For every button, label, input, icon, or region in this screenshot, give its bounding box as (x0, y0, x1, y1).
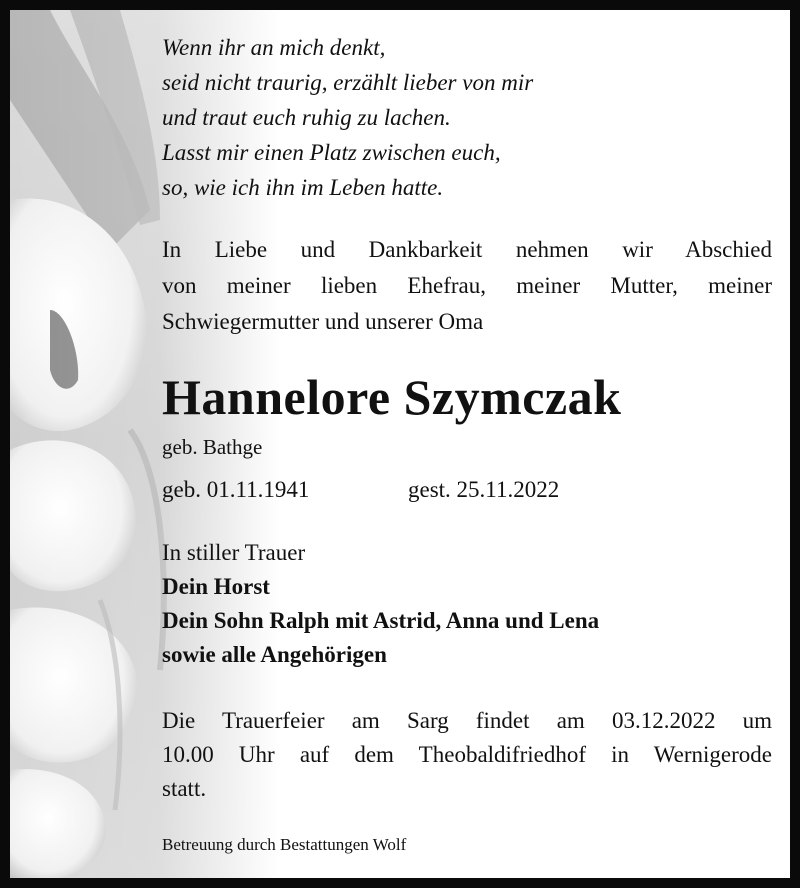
memorial-poem (162, 30, 533, 205)
funeral-line: 10.00 Uhr auf dem Theobaldifriedhof in Wernigerode (162, 742, 772, 767)
funeral-line: statt. (162, 776, 207, 801)
mourners-block (162, 536, 599, 672)
mourner-line: sowie alle Angehörigen (162, 642, 387, 667)
intro-line: von meiner lieben Ehefrau, meiner Mutter, meiner (162, 273, 772, 298)
farewell-intro (162, 232, 772, 340)
funeral-notice (162, 704, 772, 806)
life-dates (162, 472, 560, 508)
poem-line: seid nicht traurig, erzählt lieber von mir (162, 70, 534, 95)
poem-line: Wenn ihr an mich denkt, (162, 35, 386, 60)
poem-line: Lasst mir einen Platz zwischen euch, (162, 140, 501, 165)
birth-date: geb. 01.11.1941 (162, 477, 310, 502)
mourner-line: Dein Sohn Ralph mit Astrid, Anna und Lena (162, 608, 600, 633)
undertaker-credit: Betreuung durch Bestattungen Wolf (162, 835, 407, 854)
deceased-name: Hannelore Szymczak (162, 369, 622, 425)
obituary-text (162, 10, 792, 878)
birth-name: geb. Bathge (162, 435, 263, 459)
intro-line: Schwiegermutter und unserer Oma (162, 309, 484, 334)
mourning-heading: In stiller Trauer (162, 540, 306, 565)
mourner-line: Dein Horst (162, 574, 270, 599)
intro-line: In Liebe und Dankbarkeit nehmen wir Abschied (162, 237, 772, 262)
poem-line: und traut euch ruhig zu lachen. (162, 105, 451, 130)
poem-line: so, wie ich ihn im Leben hatte. (162, 175, 444, 200)
death-date: gest. 25.11.2022 (408, 477, 560, 502)
funeral-line: Die Trauerfeier am Sarg findet am 03.12.2022 um (162, 708, 772, 733)
